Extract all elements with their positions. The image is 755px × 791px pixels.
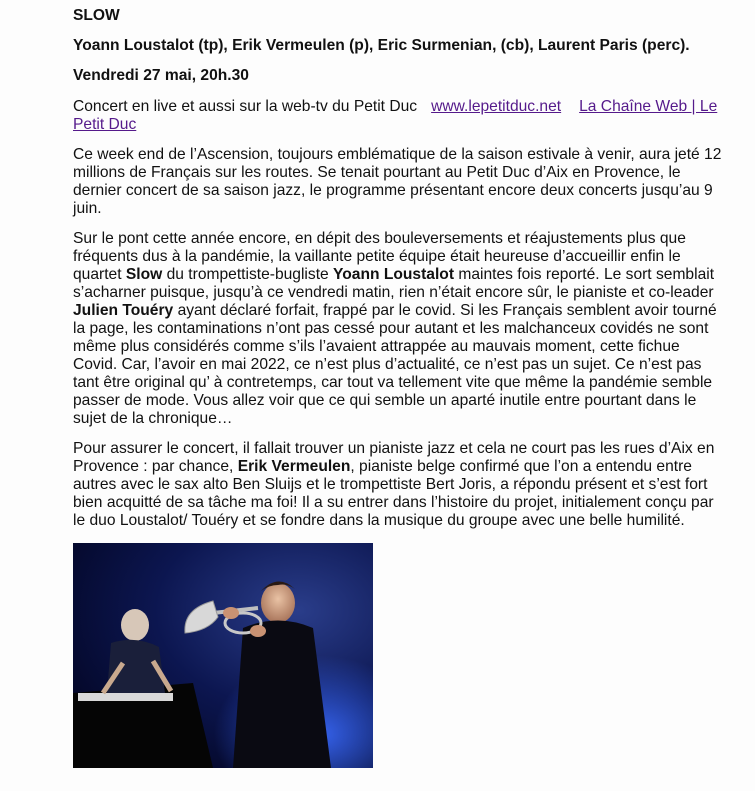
band-name: Slow	[125, 266, 163, 283]
paragraph-replacement	[73, 440, 728, 530]
paragraph-ascension: Ce week end de l’Ascension, toujours emblématique de la saison estivale à venir, aura jeté 12 millions de Français sur les routes. Se tenait pourtant au Petit Duc d’Aix en Provence, le dernier concert de sa saison jazz, le programme présentant encore deux concerts jusqu’au 9 juin.	[73, 146, 722, 217]
trumpeter-name: Yoann Loustalot	[333, 266, 455, 283]
text-segment: Sur le pont cette année encore, en dépit des bouleversements et réajustements plus que fréquents dus à la pandémie, la vaillante petite équipe était heureuse d’accueillir enfin le quartet	[73, 230, 686, 283]
text-segment: du trompettiste-bugliste	[162, 266, 334, 283]
article	[73, 0, 728, 768]
text-segment: , pianiste belge confirmé que l’on a entendu entre autres avec le sax alto Ben Sluijs et le trompettiste Bert Joris, a répondu présent et s’est fort bien acquitté de sa tâche ma foi! Il a su entrer dans l’histoire du projet, initialement conçu par le duo Loustalot/ Touéry et se fondre dans la musique du groupe avec une belle humilité.	[73, 458, 714, 529]
musicians-line: Yoann Loustalot (tp), Erik Vermeulen (p), Eric Surmenian, (cb), Laurent Paris (perc).	[73, 37, 690, 54]
website-link[interactable]: www.lepetitduc.net	[431, 98, 562, 115]
text-segment: Pour assurer le concert, il fallait trouver un pianiste jazz et cela ne court pas les rues d’Aix en Provence : par chance,	[73, 440, 715, 475]
web-tv-link[interactable]: La Chaîne Web | Le Petit Duc	[73, 98, 718, 133]
text-segment: ayant déclaré forfait, frappé par le covid. Si les Français semblent avoir tourné la page, les contaminations n’ont pas cessé pour autant et les malchanceux covidés ne sont même plus considérés comme s’ils l’avaient attrappée au mauvais moment, cette fichue Covid. Car, l’avoir en mai 2022, ce n’est plus d’actualité, ce n’est pas un sujet. Ce n’est pas tant être original qu’ à contretemps, car tout va tellement vite que même la pandémie semble passer de mode. Vous allez voir que ce qui semble un aparté inutile entre pourtant dans le sujet de la chronique…	[73, 302, 717, 427]
concert-photo	[73, 543, 373, 768]
paragraph-pandemic	[73, 230, 728, 428]
intro-text: Concert en live et aussi sur la web-tv du Petit Duc	[73, 98, 418, 115]
replacement-pianist-name: Erik Vermeulen	[237, 458, 351, 475]
pianist-name: Julien Touéry	[73, 302, 174, 319]
intro-paragraph	[73, 98, 728, 134]
text-segment: maintes fois reporté. Le sort semblait s’acharner puisque, jusqu’à ce vendredi matin, rien n’était encore sûr, le pianiste et co-leader	[73, 266, 715, 301]
concert-date: Vendredi 27 mai, 20h.30	[73, 67, 249, 84]
concert-photo-icon	[73, 543, 373, 768]
concert-title: SLOW	[73, 7, 120, 24]
